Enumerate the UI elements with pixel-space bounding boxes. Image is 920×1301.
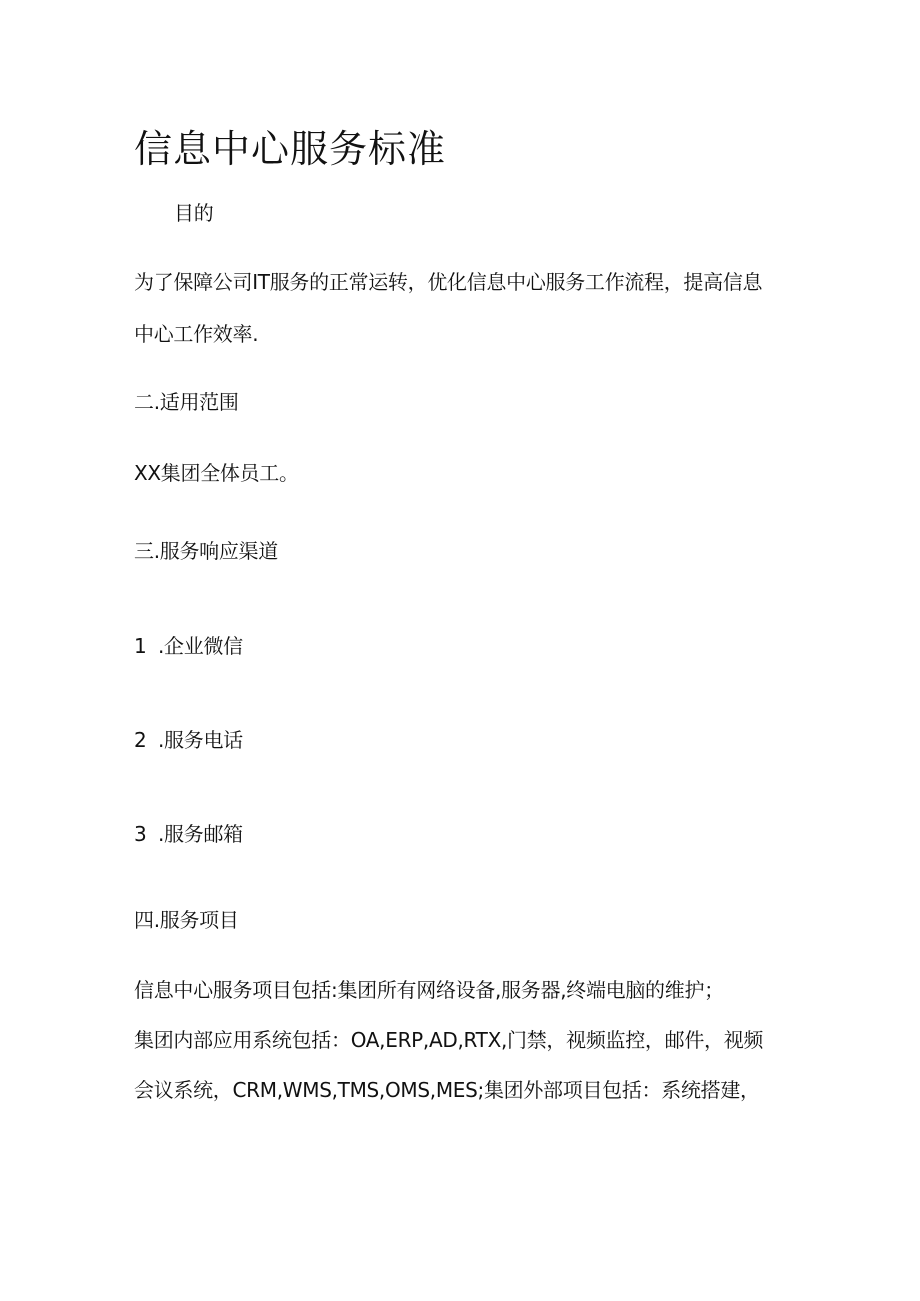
channel-item-wechat xyxy=(134,632,243,660)
scope-text: XX集团全体员工。 xyxy=(134,461,299,485)
list-item-label: .服务电话 xyxy=(158,728,243,752)
section-heading-scope: 二.适用范围 xyxy=(134,390,239,414)
list-item-number: 1 xyxy=(134,634,147,658)
list-item-number: 2 xyxy=(134,728,147,752)
channel-item-phone xyxy=(134,726,243,754)
list-item-label: .服务邮箱 xyxy=(158,822,243,846)
channel-item-email xyxy=(134,820,243,848)
section-heading-channels: 三.服务响应渠道 xyxy=(134,539,278,563)
purpose-text-line-2: 中心工作效率. xyxy=(134,322,259,346)
purpose-text-line-1: 为了保障公司IT服务的正常运转，优化信息中心服务工作流程，提高信息 xyxy=(134,270,763,294)
list-item-number: 3 xyxy=(134,822,147,846)
services-text-line-1: 信息中心服务项目包括:集团所有网络设备,服务器,终端电脑的维护； xyxy=(134,978,724,1002)
list-item-label: .企业微信 xyxy=(158,634,243,658)
section-heading-purpose: 目的 xyxy=(174,201,214,225)
document-title: 信息中心服务标准 xyxy=(134,127,447,171)
section-heading-services: 四.服务项目 xyxy=(134,908,239,932)
services-text-line-2: 集团内部应用系统包括：OA,ERP,AD,RTX,门禁，视频监控，邮件，视频 xyxy=(134,1028,764,1052)
services-text-line-3: 会议系统，CRM,WMS,TMS,OMS,MES;集团外部项目包括：系统搭建， xyxy=(134,1078,760,1102)
